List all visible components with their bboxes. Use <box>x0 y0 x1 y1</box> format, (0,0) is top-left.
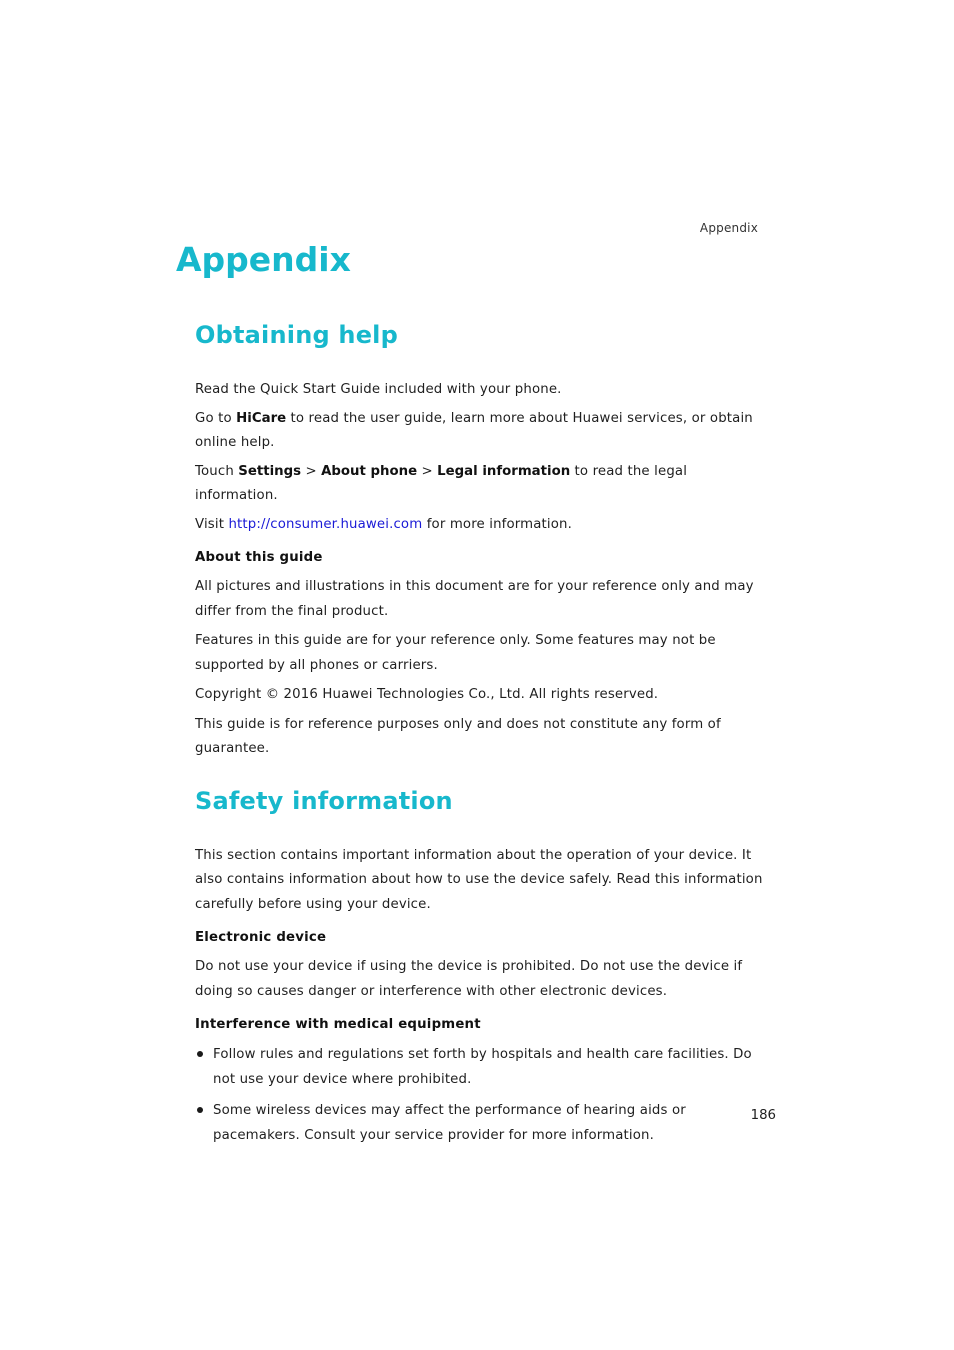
text-fragment: Visit <box>195 516 229 532</box>
bullet-dot-icon <box>197 1107 203 1113</box>
consumer-website-link[interactable]: http://consumer.huawei.com <box>228 516 423 532</box>
text-fragment: for more information. <box>422 516 573 532</box>
hicare-app-name: HiCare <box>236 410 287 426</box>
paragraph-copyright: Copyright © 2016 Huawei Technologies Co., Ltd. All rights reserved. <box>195 687 659 702</box>
section-title-obtaining-help: Obtaining help <box>195 321 398 349</box>
subheading-about-guide: About this guide <box>195 550 323 565</box>
path-separator: > <box>301 463 322 479</box>
menu-path-legal-information: Legal information <box>437 463 571 479</box>
medical-bullet-list <box>195 1042 765 1148</box>
path-separator: > <box>417 463 438 479</box>
subheading-medical-equipment: Interference with medical equipment <box>195 1017 481 1032</box>
section-title-safety: Safety information <box>195 786 453 815</box>
text-fragment: to read the user guide, learn more about Huawei services, or obtain online help. <box>195 410 753 450</box>
text-fragment: Go to <box>195 410 237 426</box>
list-item-text: Some wireless devices may affect the performance of hearing aids or pacemakers. Consult your service provider for more information. <box>213 1103 686 1143</box>
bullet-dot-icon <box>197 1051 203 1057</box>
menu-path-about-phone: About phone <box>321 463 418 479</box>
paragraph-guarantee: This guide is for reference purposes only and does not constitute any form of guarantee. <box>195 716 721 756</box>
paragraph-electronic-device: Do not use your device if using the device is prohibited. Do not use the device if doing so causes danger or interference with other electronic devices. <box>195 959 743 999</box>
paragraph-visit <box>195 513 765 538</box>
running-header: Appendix <box>699 221 758 235</box>
chapter-title: Appendix <box>176 240 351 279</box>
paragraph-quick-start: Read the Quick Start Guide included with your phone. <box>195 382 562 397</box>
paragraph-features: Features in this guide are for your reference only. Some features may not be supported by all phones or carriers. <box>195 633 716 673</box>
text-fragment: Touch <box>195 463 239 479</box>
paragraph-hicare <box>195 407 765 456</box>
subheading-electronic-device: Electronic device <box>195 930 327 945</box>
page-content <box>195 318 765 1148</box>
paragraph-safety-intro: This section contains important information about the operation of your device. It also contains information about how to use the device safely. Read this information carefully before using your device. <box>195 847 763 912</box>
menu-path-settings: Settings <box>238 463 302 479</box>
list-item <box>195 1042 765 1092</box>
page-number: 186 <box>750 1108 776 1123</box>
paragraph-illustrations: All pictures and illustrations in this document are for your reference only and may differ from the final product. <box>195 579 754 619</box>
list-item-text: Follow rules and regulations set forth by hospitals and health care facilities. Do not use your device where prohibited. <box>213 1047 752 1087</box>
paragraph-legal-path <box>195 460 765 509</box>
list-item <box>195 1098 765 1148</box>
text-fragment: to read the legal information. <box>195 463 688 503</box>
